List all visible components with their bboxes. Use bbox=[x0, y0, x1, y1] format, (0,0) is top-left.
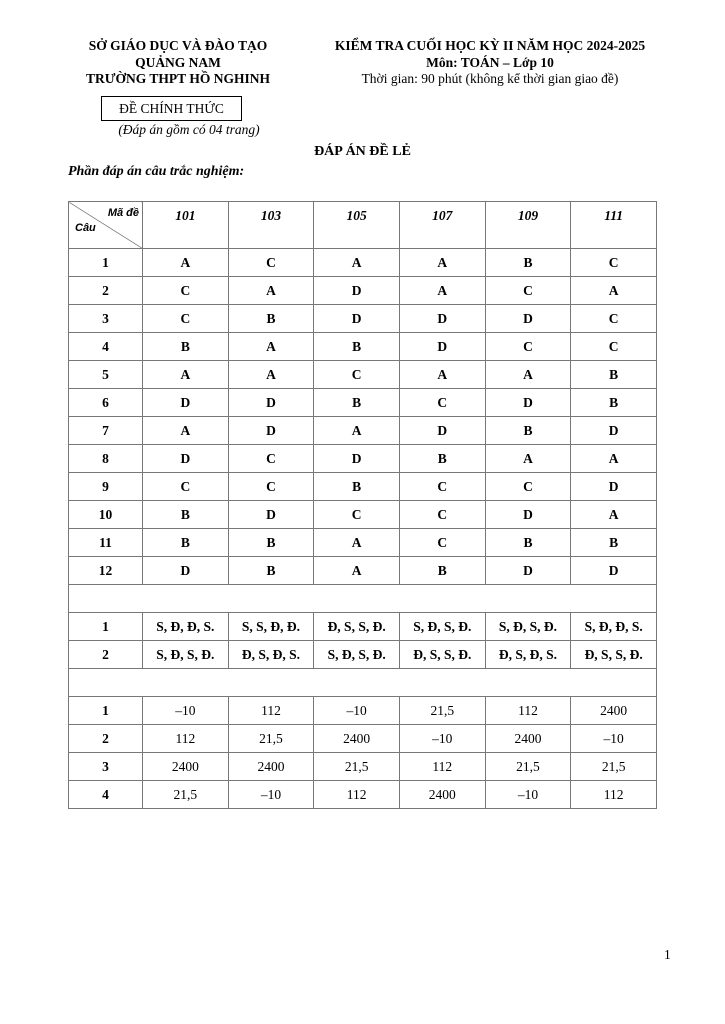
answer-cell: –10 bbox=[143, 697, 229, 725]
answer-cell: C bbox=[571, 249, 657, 277]
mc-answer-row bbox=[69, 361, 657, 389]
question-number: 3 bbox=[69, 305, 143, 333]
answer-cell: B bbox=[571, 389, 657, 417]
question-number: 11 bbox=[69, 529, 143, 557]
table-header-row bbox=[69, 202, 657, 249]
mc-answer-row bbox=[69, 277, 657, 305]
answer-cell: C bbox=[399, 529, 485, 557]
answer-cell: 112 bbox=[571, 781, 657, 809]
answer-cell: 112 bbox=[399, 753, 485, 781]
mc-answer-row bbox=[69, 557, 657, 585]
answer-cell: B bbox=[485, 249, 571, 277]
answer-cell: 2400 bbox=[399, 781, 485, 809]
answer-cell: B bbox=[485, 529, 571, 557]
question-number: 1 bbox=[69, 697, 143, 725]
answer-cell: D bbox=[143, 389, 229, 417]
answer-cell: A bbox=[228, 361, 314, 389]
answer-cell: D bbox=[228, 417, 314, 445]
exam-subject: Môn: TOÁN – Lớp 10 bbox=[426, 54, 554, 70]
question-number: 2 bbox=[69, 725, 143, 753]
answer-cell: Đ, S, S, Đ. bbox=[314, 613, 400, 641]
answer-cell: C bbox=[143, 473, 229, 501]
answer-cell: –10 bbox=[571, 725, 657, 753]
mc-answer-row bbox=[69, 333, 657, 361]
question-number: 12 bbox=[69, 557, 143, 585]
separator-cell bbox=[69, 585, 657, 613]
answer-table bbox=[68, 201, 657, 809]
answer-cell: –10 bbox=[399, 725, 485, 753]
question-number: 5 bbox=[69, 361, 143, 389]
answer-cell: B bbox=[314, 389, 400, 417]
answer-cell: Đ, S, Đ, S. bbox=[485, 641, 571, 669]
answer-cell: D bbox=[485, 501, 571, 529]
answer-cell: D bbox=[314, 445, 400, 473]
answer-cell: S, Đ, Đ, S. bbox=[143, 613, 229, 641]
answer-cell: A bbox=[314, 249, 400, 277]
page-number: 1 bbox=[664, 947, 671, 962]
answer-cell: D bbox=[228, 389, 314, 417]
answer-cell: C bbox=[571, 333, 657, 361]
answer-cell: 21,5 bbox=[143, 781, 229, 809]
exam-code-header: 105 bbox=[314, 202, 400, 249]
page-title: ĐÁP ÁN ĐỀ LẺ bbox=[314, 144, 411, 159]
exam-code-header: 103 bbox=[228, 202, 314, 249]
section-label: Phần đáp án câu trắc nghiệm: bbox=[68, 164, 245, 179]
mc-answer-row bbox=[69, 305, 657, 333]
answer-cell: S, Đ, S, Đ. bbox=[399, 613, 485, 641]
school-header bbox=[62, 38, 294, 88]
exam-header bbox=[300, 38, 680, 88]
answer-cell: A bbox=[314, 557, 400, 585]
answer-cell: 2400 bbox=[571, 697, 657, 725]
exam-code-header: 111 bbox=[571, 202, 657, 249]
corner-question-label: Câu bbox=[75, 222, 96, 234]
answer-cell: D bbox=[571, 417, 657, 445]
answer-cell: D bbox=[399, 417, 485, 445]
school-name: TRƯỜNG THPT HỒ NGHINH bbox=[86, 71, 270, 86]
true-false-answer-row bbox=[69, 641, 657, 669]
answer-cell: A bbox=[485, 445, 571, 473]
question-number: 1 bbox=[69, 613, 143, 641]
answer-cell: S, Đ, S, Đ. bbox=[485, 613, 571, 641]
answer-cell: C bbox=[143, 305, 229, 333]
answer-cell: D bbox=[399, 333, 485, 361]
answer-cell: B bbox=[571, 529, 657, 557]
answer-cell: B bbox=[143, 529, 229, 557]
question-number: 1 bbox=[69, 249, 143, 277]
exam-code-header: 107 bbox=[399, 202, 485, 249]
answer-cell: C bbox=[485, 277, 571, 305]
answer-cell: –10 bbox=[485, 781, 571, 809]
mc-answer-row bbox=[69, 445, 657, 473]
answer-cell: S, S, Đ, Đ. bbox=[228, 613, 314, 641]
answer-cell: S, Đ, S, Đ. bbox=[314, 641, 400, 669]
section-separator-row bbox=[69, 669, 657, 697]
answer-cell: D bbox=[485, 389, 571, 417]
answer-cell: C bbox=[314, 501, 400, 529]
question-number: 2 bbox=[69, 641, 143, 669]
mc-answer-row bbox=[69, 501, 657, 529]
answer-cell: C bbox=[399, 501, 485, 529]
answer-cell: 112 bbox=[485, 697, 571, 725]
answer-cell: –10 bbox=[314, 697, 400, 725]
answer-cell: A bbox=[314, 417, 400, 445]
answer-cell: C bbox=[228, 445, 314, 473]
question-number: 2 bbox=[69, 277, 143, 305]
short-answer-row bbox=[69, 697, 657, 725]
short-answer-row bbox=[69, 753, 657, 781]
answer-cell: A bbox=[399, 249, 485, 277]
answer-cell: A bbox=[314, 529, 400, 557]
answer-cell: A bbox=[571, 445, 657, 473]
province-name: QUẢNG NAM bbox=[135, 54, 221, 70]
answer-cell: B bbox=[314, 333, 400, 361]
mc-answer-row bbox=[69, 417, 657, 445]
answer-table-body bbox=[69, 249, 657, 809]
answer-cell: B bbox=[399, 445, 485, 473]
mc-answer-row bbox=[69, 529, 657, 557]
answer-cell: 21,5 bbox=[228, 725, 314, 753]
answer-cell: 2400 bbox=[228, 753, 314, 781]
answer-cell: C bbox=[314, 361, 400, 389]
answer-cell: A bbox=[228, 277, 314, 305]
answer-cell: C bbox=[143, 277, 229, 305]
answer-cell: 21,5 bbox=[571, 753, 657, 781]
answer-cell: 2400 bbox=[314, 725, 400, 753]
separator-cell bbox=[69, 669, 657, 697]
answer-cell: A bbox=[571, 501, 657, 529]
answer-cell: A bbox=[143, 417, 229, 445]
answer-cell: A bbox=[571, 277, 657, 305]
answer-cell: C bbox=[228, 473, 314, 501]
answer-cell: B bbox=[143, 333, 229, 361]
answer-cell: 21,5 bbox=[399, 697, 485, 725]
exam-time: Thời gian: 90 phút (không kể thời gian giao đề) bbox=[361, 71, 619, 86]
answer-cell: D bbox=[228, 501, 314, 529]
answer-cell: B bbox=[228, 557, 314, 585]
answer-cell: 21,5 bbox=[485, 753, 571, 781]
answer-cell: 21,5 bbox=[314, 753, 400, 781]
question-number: 8 bbox=[69, 445, 143, 473]
answer-cell: B bbox=[485, 417, 571, 445]
answer-cell: D bbox=[485, 557, 571, 585]
exam-title: KIỂM TRA CUỐI HỌC KỲ II NĂM HỌC 2024-2025 bbox=[334, 38, 646, 53]
exam-code-header: 109 bbox=[485, 202, 571, 249]
mc-answer-row bbox=[69, 389, 657, 417]
answer-cell: C bbox=[485, 333, 571, 361]
answer-cell: C bbox=[571, 305, 657, 333]
section-separator-row bbox=[69, 585, 657, 613]
answer-cell: D bbox=[314, 277, 400, 305]
question-number: 3 bbox=[69, 753, 143, 781]
answer-cell: Đ, S, S, Đ. bbox=[571, 641, 657, 669]
answer-cell: Đ, S, Đ, S. bbox=[228, 641, 314, 669]
answer-cell: 112 bbox=[143, 725, 229, 753]
answer-cell: B bbox=[228, 529, 314, 557]
official-label-box: ĐỀ CHÍNH THỨC bbox=[101, 96, 242, 121]
answer-cell: –10 bbox=[228, 781, 314, 809]
answer-cell: B bbox=[314, 473, 400, 501]
answer-cell: A bbox=[228, 333, 314, 361]
answer-cell: C bbox=[485, 473, 571, 501]
corner-cell bbox=[69, 202, 143, 249]
short-answer-row bbox=[69, 781, 657, 809]
mc-answer-row bbox=[69, 473, 657, 501]
answer-cell: B bbox=[143, 501, 229, 529]
answer-cell: 2400 bbox=[485, 725, 571, 753]
answer-cell: S, Đ, Đ, S. bbox=[571, 613, 657, 641]
question-number: 6 bbox=[69, 389, 143, 417]
answer-cell: S, Đ, S, Đ. bbox=[143, 641, 229, 669]
answer-cell: D bbox=[314, 305, 400, 333]
answer-cell: 2400 bbox=[143, 753, 229, 781]
exam-code-header: 101 bbox=[143, 202, 229, 249]
question-number: 7 bbox=[69, 417, 143, 445]
corner-code-label: Mã đề bbox=[107, 207, 139, 219]
answer-cell: 112 bbox=[228, 697, 314, 725]
answer-cell: D bbox=[485, 305, 571, 333]
answer-cell: C bbox=[399, 473, 485, 501]
answer-cell: A bbox=[399, 277, 485, 305]
answer-cell: Đ, S, S, Đ. bbox=[399, 641, 485, 669]
answer-cell: A bbox=[485, 361, 571, 389]
answer-cell: C bbox=[399, 389, 485, 417]
answer-cell: 112 bbox=[314, 781, 400, 809]
answer-cell: A bbox=[399, 361, 485, 389]
answer-cell: A bbox=[143, 361, 229, 389]
answer-cell: B bbox=[399, 557, 485, 585]
answer-cell: A bbox=[143, 249, 229, 277]
answer-cell: D bbox=[399, 305, 485, 333]
answer-cell: D bbox=[571, 473, 657, 501]
question-number: 4 bbox=[69, 333, 143, 361]
answer-cell: D bbox=[143, 445, 229, 473]
answer-cell: B bbox=[228, 305, 314, 333]
pages-note: (Đáp án gồm có 04 trang) bbox=[118, 122, 260, 137]
answer-cell: B bbox=[571, 361, 657, 389]
question-number: 4 bbox=[69, 781, 143, 809]
answer-cell: C bbox=[228, 249, 314, 277]
answer-cell: D bbox=[571, 557, 657, 585]
department-name: SỞ GIÁO DỤC VÀ ĐÀO TẠO bbox=[88, 38, 268, 53]
question-number: 10 bbox=[69, 501, 143, 529]
mc-answer-row bbox=[69, 249, 657, 277]
short-answer-row bbox=[69, 725, 657, 753]
question-number: 9 bbox=[69, 473, 143, 501]
true-false-answer-row bbox=[69, 613, 657, 641]
answer-cell: D bbox=[143, 557, 229, 585]
